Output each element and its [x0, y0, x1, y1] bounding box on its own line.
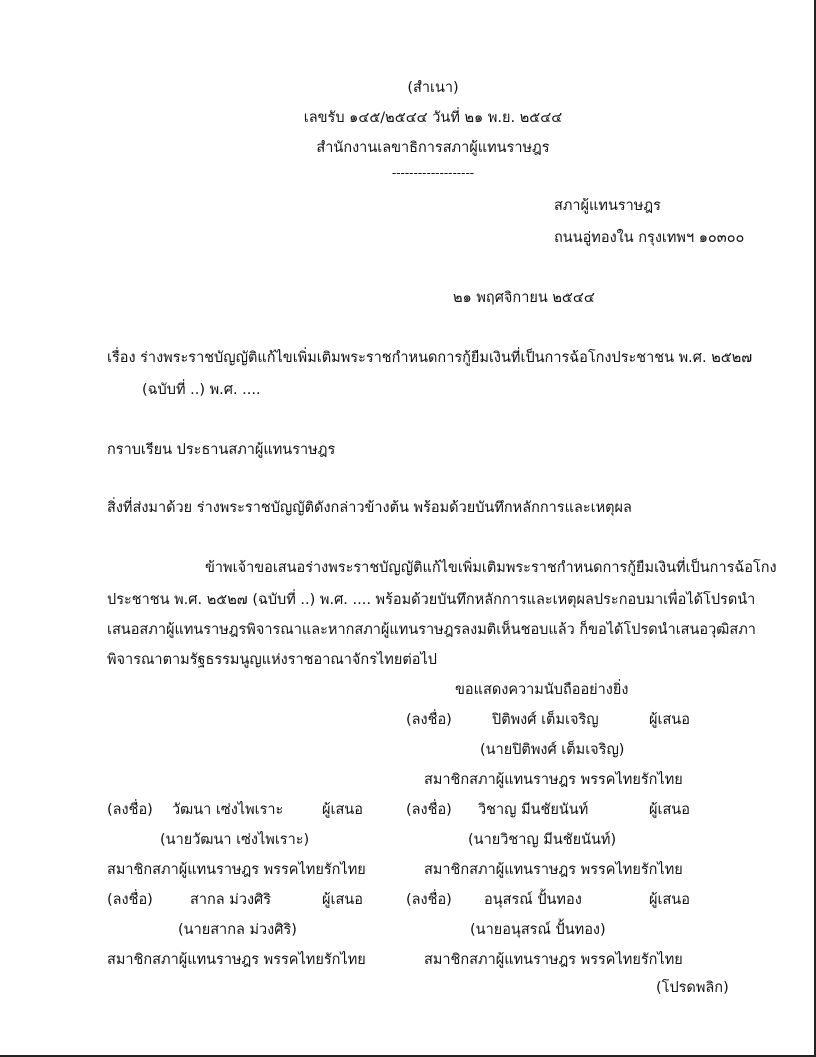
sign-prefix: (ลงชื่อ) [406, 892, 452, 908]
turn-over-note: (โปรดพลิก) [656, 980, 729, 996]
proposer-label: ผู้เสนอ [649, 892, 690, 908]
signer-1-name: ปิติพงศ์ เต็มเจริญ [492, 712, 599, 728]
proposer-label: ผู้เสนอ [649, 712, 690, 728]
signer-4-fullname: (นายสากล ม่วงศิริ) [178, 922, 297, 938]
signer-3-fullname: (นายวิชาญ มีนชัยนันท์) [468, 832, 617, 848]
signer-3-role: สมาชิกสภาผู้แทนราษฎร พรรคไทยรักไทย [424, 862, 683, 878]
closing: ขอแสดงความนับถืออย่างยิ่ง [455, 682, 629, 698]
sign-prefix: (ลงชื่อ) [107, 802, 153, 818]
signer-2-role: สมาชิกสภาผู้แทนราษฎร พรรคไทยรักไทย [107, 862, 366, 878]
receipt-number: เลขรับ ๑๔๕/๒๕๔๔ วันที่ ๒๑ พ.ย. ๒๕๔๔ [303, 110, 563, 126]
body-line-2: ประชาชน พ.ศ. ๒๕๒๗ (ฉบับที่ ..) พ.ศ. .... พร้อมด้วยบันทึกหลักการและเหตุผลประกอบมาเพื่อได้โปรดนำ [107, 592, 756, 608]
signer-1-role: สมาชิกสภาผู้แทนราษฎร พรรคไทยรักไทย [424, 772, 683, 788]
body-line-4: พิจารณาตามรัฐธรรมนูญแห่งราชอาณาจักรไทยต่อไป [107, 652, 437, 668]
proposer-label: ผู้เสนอ [649, 802, 690, 818]
salutation: กราบเรียน ประธานสภาผู้แทนราษฎร [107, 442, 336, 458]
subject-line-2: (ฉบับที่ ..) พ.ศ. .... [142, 382, 261, 398]
address-line-2: ถนนอู่ทองใน กรุงเทพฯ ๑๐๓๐๐ [554, 230, 745, 246]
proposer-label: ผู้เสนอ [322, 892, 363, 908]
enclosure: สิ่งที่ส่งมาด้วย ร่างพระราชบัญญัติดังกล่าวข้างต้น พร้อมด้วยบันทึกหลักการและเหตุผล [107, 500, 632, 516]
proposer-label: ผู้เสนอ [322, 802, 363, 818]
copy-mark: (สำเนา) [407, 80, 459, 96]
address-line-1: สภาผู้แทนราษฎร [554, 198, 661, 214]
signer-2-fullname: (นายวัฒนา เซ่งไพเราะ) [160, 832, 310, 848]
signer-2-name: วัฒนา เซ่งไพเราะ [172, 802, 284, 818]
signer-5-name: อนุสรณ์ ปั้นทอง [484, 892, 582, 908]
signer-3-name: วิชาญ มีนชัยนันท์ [478, 802, 589, 818]
signer-4-name: สากล ม่วงศิริ [190, 892, 272, 908]
subject-line-1: เรื่อง ร่างพระราชบัญญัติแก้ไขเพิ่มเติมพระราชกำหนดการกู้ยืมเงินที่เป็นการฉ้อโกงประชาชน พ.ศ. ๒๕๒๗ [107, 350, 753, 366]
body-line-3: เสนอสภาผู้แทนราษฎรพิจารณาและหากสภาผู้แทนราษฎรลงมติเห็นชอบแล้ว ก็ขอได้โปรดนำเสนอวุฒิสภา [107, 622, 756, 638]
sign-prefix: (ลงชื่อ) [406, 802, 452, 818]
signer-4-role: สมาชิกสภาผู้แทนราษฎร พรรคไทยรักไทย [107, 952, 366, 968]
signer-5-role: สมาชิกสภาผู้แทนราษฎร พรรคไทยรักไทย [424, 952, 683, 968]
header-divider: ------------------- [391, 166, 475, 180]
office-name: สำนักงานเลขาธิการสภาผู้แทนราษฎร [316, 140, 550, 156]
sign-prefix: (ลงชื่อ) [406, 712, 452, 728]
sign-prefix: (ลงชื่อ) [107, 892, 153, 908]
signer-5-fullname: (นายอนุสรณ์ ปั้นทอง) [470, 922, 606, 938]
body-line-1: ข้าพเจ้าขอเสนอร่างพระราชบัญญัติแก้ไขเพิ่มเติมพระราชกำหนดการกู้ยืมเงินที่เป็นการฉ้อโกง [205, 560, 777, 576]
signer-1-fullname: (นายปิติพงศ์ เต็มเจริญ) [480, 742, 625, 758]
letter-date: ๒๑ พฤศจิกายน ๒๕๔๔ [453, 290, 595, 306]
